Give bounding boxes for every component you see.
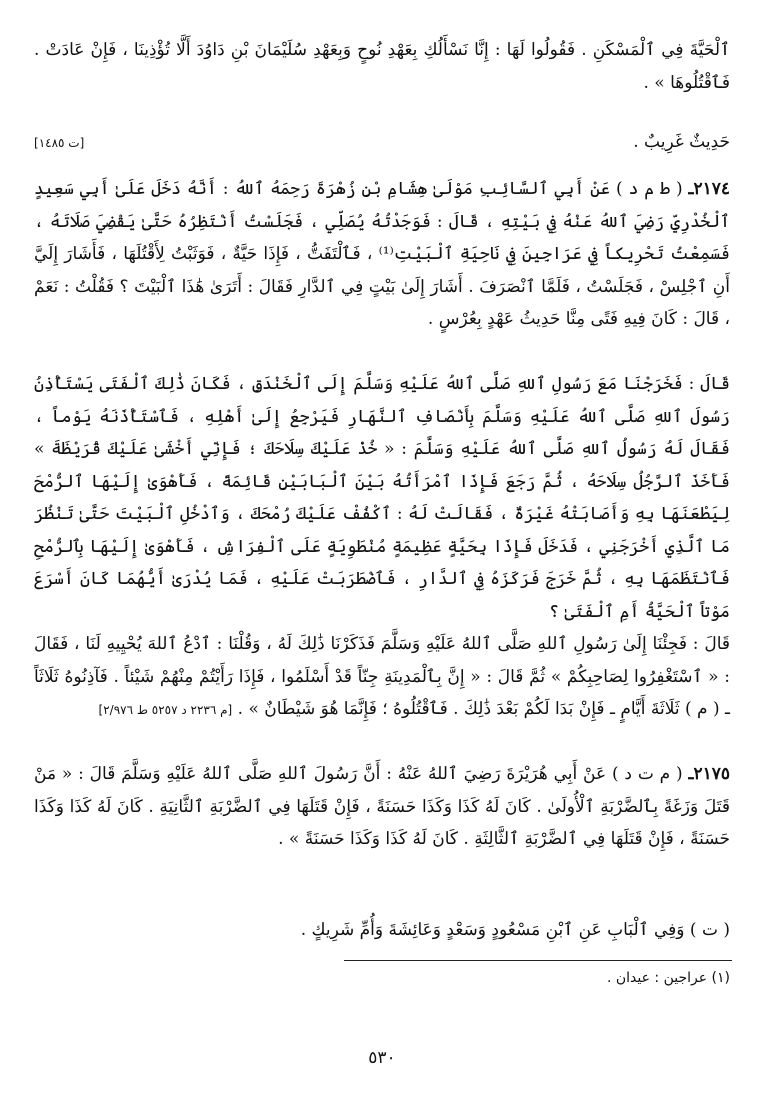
- hadith-text: ( ط م د ) عَنْ أَبِي ٱلسَّائِبِ مَوْلَىٰ هِشَامِ بْنِ زُهْرَةَ رَحِمَهُ ٱللهُ : أَنَّهُ دَخَلَ عَلَىٰ أَبِي سَعِيدٍ ٱلْخُدْرِيِّ رَضِيَ ٱللهُ عَنْهُ فِي بَيْتِهِ ، قَالَ : فَوَجَدْتُهُ يُصَلِّي ، فَجَلَسْتُ أَنْتَظِرُهُ حَتَّىٰ يَقْضِيَ صَلَاتَهُ ، فَسَمِعْتُ تَحْرِيكاً فِي عَرَاجِينَ فِي نَاحِيَةِ ٱلْبَيْتِ⁽¹⁾ ، فَٱلْتَفَتُّ ، فَإِذَا حَيَّةٌ ، فَوَثَبْتُ لِأَقْتُلَهَا ، فَأَشَارَ إِلَيَّ أَنِ ٱجْلِسْ ، فَجَلَسْتُ ، فَلَمَّا ٱنْصَرَفَ . أَشَارَ إِلَىٰ بَيْتٍ فِي ٱلدَّارِ فَقَالَ : أَتَرَىٰ هَٰذَا ٱلْبَيْتَ ؟ فَقُلْتُ : نَعَمْ ، قَالَ : كَانَ فِيهِ فَتًى مِنَّا حَدِيثُ عَهْدٍ بِعُرْسٍ .: [34, 179, 730, 329]
- hadith-grade-line: [34, 132, 730, 152]
- footnote: (١) عراجين : عيدان .: [606, 970, 730, 986]
- page-number: ٥٣٠: [368, 1048, 396, 1068]
- footnote-divider: [344, 960, 732, 961]
- hadith-2175-bab: ( ت ) وَفِي ٱلْبَابِ عَنِ ٱبْنِ مَسْعُودٍ وَسَعْدٍ وَعَائِشَةَ وَأُمِّ شَرِيكٍ .: [300, 920, 730, 940]
- hadith-text: قَالَ : فَجِئْنَا إِلَىٰ رَسُولِ ٱللهِ صَلَّى ٱللهُ عَلَيْهِ وَسَلَّمَ فَذَكَرْنَا ذَٰلِكَ لَهُ ، وَقُلْنَا : ٱدْعُ ٱللهَ يُحْيِيهِ لَنَا ، فَقَالَ : « ٱسْتَغْفِرُوا لِصَاحِبِكُمْ » ثُمَّ قَالَ : « إِنَّ بِٱلْمَدِينَةِ جِنّاً قَدْ أَسْلَمُوا ، فَإِذَا رَأَيْتُمْ مِنْهُمْ شَيْئاً . فَآذِنُوهُ ثَلَاثَاً ـ ( م ) ثَلَاثَةَ أَيَّامٍ ـ فَإِنْ بَدَا لَكُمْ بَعْدَ ذَٰلِكَ . فَٱقْتُلُوهُ ؛ فَإِنَّمَا هُوَ شَيْطَانٌ » .: [34, 634, 730, 719]
- hadith-2175: [34, 758, 730, 856]
- hadith-2174-story: قَالَ : فَخَرَجْنَا مَعَ رَسُولِ ٱللهِ صَلَّى ٱللهُ عَلَيْهِ وَسَلَّمَ إِلَى ٱلْخَنْدَقِ ، فَكَانَ ذَٰلِكَ ٱلْفَتَى يَسْتَأْذِنُ رَسُولَ ٱللهِ صَلَّى ٱللهُ عَلَيْهِ وَسَلَّمَ بِأَنْصَافِ ٱلنَّهَارِ فَيَرْجِعُ إِلَىٰ أَهْلِهِ ، فَٱسْتَأْذَنَهُ يَوْماً ، فَقَالَ لَهُ رَسُولُ ٱللهِ صَلَّى ٱللهُ عَلَيْهِ وَسَلَّمَ : « خُذْ عَلَيْكَ سِلَاحَكَ ؛ فَإِنِّي أَخْشَىٰ عَلَيْكَ قُرَيْظَةَ » فَأَخَذَ ٱلرَّجُلُ سِلَاحَهُ ، ثُمَّ رَجَعَ فَإِذَا ٱمْرَأَتُهُ بَيْنَ ٱلْبَابَيْنِ قَائِمَةً ، فَأَهْوَىٰ إِلَيْهَا ٱلرُّمْحَ لِيَطْعَنَهَا بِهِ وَأَصَابَتْهُ غَيْرَةٌ ، فَقَالَتْ لَهُ : ٱكْفُفْ عَلَيْكَ رُمْحَكَ ، وَٱدْخُلِ ٱلْبَيْتَ حَتَّىٰ تَنْظُرَ مَا ٱلَّذِي أَخْرَجَنِي ، فَدَخَلَ فَإِذَا بِحَيَّةٍ عَظِيمَةٍ مُنْطَوِيَةٍ عَلَى ٱلْفِرَاشِ ، فَأَهْوَىٰ إِلَيْهَا بِٱلرُّمْحِ فَٱنْتَظَمَهَا بِهِ ، ثُمَّ خَرَجَ فَرَكَزَهُ فِي ٱلدَّارِ ، فَٱضْطَرَبَتْ عَلَيْهِ ، فَمَا يُدْرَىٰ أَيُّهُمَا كَانَ أَسْرَعَ مَوْتاً ٱلْحَيَّةُ أَمِ ٱلْفَتَىٰ ؟: [34, 374, 730, 622]
- hadith-text: ( م ت د ) عَنْ أَبِي هُرَيْرَةَ رَضِيَ ٱللهُ عَنْهُ : أَنَّ رَسُولَ ٱللهِ صَلَّى ٱللهُ عَلَيْهِ وَسَلَّمَ قَالَ : « مَنْ قَتَلَ وَزَغَةً بِٱلضَّرْبَةِ ٱلْأُولَىٰ . كَانَ لَهُ كَذَا وَكَذَا حَسَنَةً ، فَإِنْ قَتَلَهَا فِي ٱلضَّرْبَةِ ٱلثَّانِيَةِ . كَانَ لَهُ كَذَا وَكَذَا حَسَنَةً ، فَإِنْ قَتَلَهَا فِي ٱلضَّرْبَةِ ٱلثَّالِثَةِ . كَانَ لَهُ كَذَا وَكَذَا حَسَنَةً » .: [34, 764, 730, 849]
- paragraph-continuation: ٱلْحَيَّةَ فِي ٱلْمَسْكَنِ . فَقُولُوا لَهَا : إِنَّا نَسْأَلُكِ بِعَهْدِ نُوحٍ وَبِعَهْدِ سُلَيْمَانَ بْنِ دَاوُدَ أَلَّا تُؤْذِينَا ، فَإِنْ عَادَتْ . فَٱقْتُلُوهَا » .: [34, 40, 730, 93]
- hadith-number: ٢١٧٥ـ: [688, 764, 731, 784]
- hadith-grade: حَدِيثٌ غَرِيبٌ .: [633, 132, 730, 152]
- hadith-reference: [م ٢٢٣٦ د ٥٢٥٧ ط ٢/٩٧٦]: [98, 703, 233, 717]
- hadith-2174-conclusion: [34, 628, 730, 727]
- grade-reference: [ت ١٤٨٥]: [34, 136, 85, 150]
- hadith-2174-intro: [34, 173, 730, 336]
- hadith-number: ٢١٧٤ـ: [688, 179, 731, 199]
